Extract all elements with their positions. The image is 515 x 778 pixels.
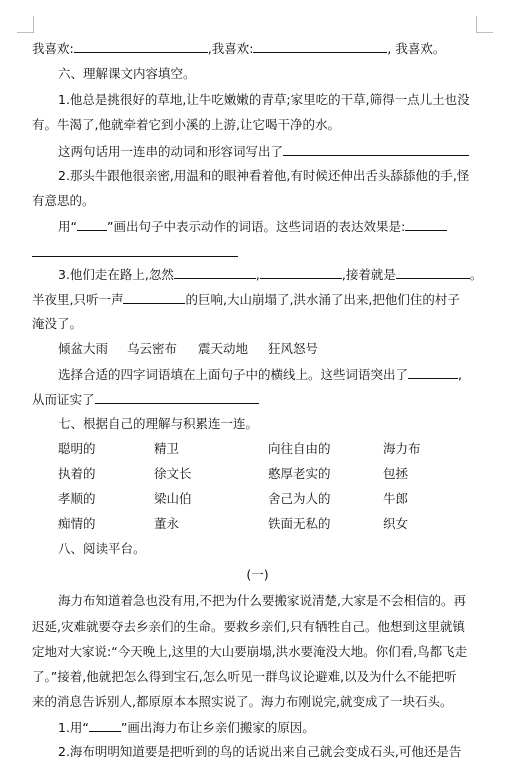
blank-line[interactable]: [95, 391, 259, 404]
match-col1-item[interactable]: 聪明的: [58, 441, 96, 456]
match-col4-item[interactable]: 包拯: [383, 466, 409, 481]
match-col4-item[interactable]: 海力布: [383, 441, 421, 456]
q2-text-line-2: 有意思的。: [32, 193, 95, 208]
match-col4-item[interactable]: 牛郎: [383, 491, 409, 506]
q3-text-line-2: [32, 291, 460, 308]
q3-question-comma: ,: [458, 367, 462, 382]
blank-line[interactable]: [253, 40, 387, 53]
match-col1-item[interactable]: 孝顺的: [58, 491, 96, 506]
q3-question-text: 选择合适的四字词语填在上面句子中的横线上。这些词语突出了: [58, 367, 409, 382]
match-col3-item[interactable]: 向往自由的: [268, 441, 331, 456]
idiom-option: 狂风怒号: [268, 341, 319, 356]
passage-number: (一): [246, 567, 269, 582]
section-7-title: 七、根据自己的理解与积累连一连。: [58, 416, 259, 431]
likes-label-2: ,我喜欢:: [207, 41, 254, 56]
q3-text-part-5: 半夜里,只听一声: [32, 292, 124, 307]
idiom-option: 震天动地: [198, 341, 249, 356]
match-col2-item[interactable]: 徐文长: [154, 466, 192, 481]
reading-q2: 2.海布明明知道要是把听到的鸟的话说出来自己就会变成石头,可他还是告: [58, 744, 462, 759]
section-8-title: 八、阅读平台。: [58, 541, 146, 556]
match-col2-item[interactable]: 梁山伯: [154, 491, 192, 506]
q1-question-text: 这两句话用一连串的动词和形容词写出了: [58, 144, 284, 159]
q2-question: [58, 218, 447, 235]
blank-line[interactable]: [123, 291, 185, 304]
q3-text-line-3: 淹没了。: [32, 316, 83, 331]
blank-line[interactable]: [405, 218, 447, 231]
passage-line: 来的消息告诉别人,都原原本本照实说了。海力布刚说完,就变成了一块石头。: [32, 694, 453, 709]
match-col3-item[interactable]: 憨厚老实的: [268, 466, 331, 481]
likes-label-1: 我喜欢:: [32, 41, 74, 56]
q3-text-part-4: 。: [469, 267, 483, 282]
q2-question-text: ”画出句子中表示动作的词语。这些词语的表达效果是:: [106, 219, 406, 234]
blank-line[interactable]: [32, 244, 238, 257]
match-col1-item[interactable]: 痴情的: [58, 516, 96, 531]
match-col2-item[interactable]: 董永: [154, 516, 180, 531]
reading-q1: [58, 719, 315, 736]
blank-line[interactable]: [408, 366, 458, 379]
q3-text-part-2: ,: [255, 267, 260, 282]
q1-text-line-1: 1.他总是挑很好的草地,让牛吃嫩嫩的青草;家里吃的干草,筛得一点儿土也没: [58, 92, 470, 107]
match-col3-item[interactable]: 舍己为人的: [268, 491, 331, 506]
page-corner-mark-left: [17, 16, 34, 33]
q2-answer-line: [32, 244, 238, 261]
q3-text-part-1: 3.他们走在路上,忽然: [58, 267, 174, 282]
idiom-option: 倾盆大雨: [58, 341, 109, 356]
q1-text-line-2: 有。牛渴了,他就牵着它到小溪的上游,让它喝干净的水。: [32, 117, 340, 132]
blank-line[interactable]: [77, 218, 107, 231]
blank-line[interactable]: [174, 266, 256, 279]
q3-text-part-3: ,接着就是: [341, 267, 396, 282]
q3-question-line-2: [32, 391, 259, 408]
reading-q1-prefix: 1.用“: [58, 720, 89, 735]
q3-text-part-6: 的巨响,大山崩塌了,洪水涌了出来,把他们住的村子: [185, 292, 460, 307]
q2-question-prefix: 用“: [58, 219, 77, 234]
passage-line: 定地对大家说:“今天晚上,这里的大山要崩塌,洪水要淹没大地。你们看,鸟都飞走: [32, 644, 468, 659]
q3-question-text-2: 从而证实了: [32, 392, 95, 407]
passage-line: 海力布知道着急也没有用,不把为什么要搬家说清楚,大家是不会相信的。再: [58, 593, 466, 608]
likes-line: [32, 40, 445, 57]
idiom-option: 乌云密布: [127, 341, 178, 356]
q3-text-line-1: [58, 266, 482, 283]
section-6-title: 六、理解课文内容填空。: [58, 66, 196, 81]
match-col2-item[interactable]: 精卫: [154, 441, 180, 456]
match-col1-item[interactable]: 执着的: [58, 466, 96, 481]
reading-q1-text: ”画出海力布让乡亲们搬家的原因。: [120, 720, 315, 735]
match-col3-item[interactable]: 铁面无私的: [268, 516, 331, 531]
match-col4-item[interactable]: 织女: [383, 516, 409, 531]
page-corner-mark-right: [476, 16, 493, 33]
blank-line[interactable]: [396, 266, 470, 279]
blank-line[interactable]: [89, 719, 121, 732]
q1-question: [58, 143, 469, 160]
q3-question: [58, 366, 462, 383]
blank-line[interactable]: [260, 266, 342, 279]
likes-label-3: , 我喜欢。: [387, 41, 446, 56]
passage-line: 了。”接着,他就把怎么得到宝石,怎么听见一群鸟议论避难,以及为什么不能把听: [32, 669, 457, 684]
blank-line[interactable]: [283, 143, 469, 156]
passage-line: 迟延,灾难就要夺去乡亲们的生命。要救乡亲们,只有牺牲自己。他想到这里就镇: [32, 619, 465, 634]
blank-line[interactable]: [74, 40, 208, 53]
q2-text-line-1: 2.那头牛跟他很亲密,用温和的眼神看着他,有时候还伸出舌头舔舔他的手,怪: [58, 168, 470, 183]
